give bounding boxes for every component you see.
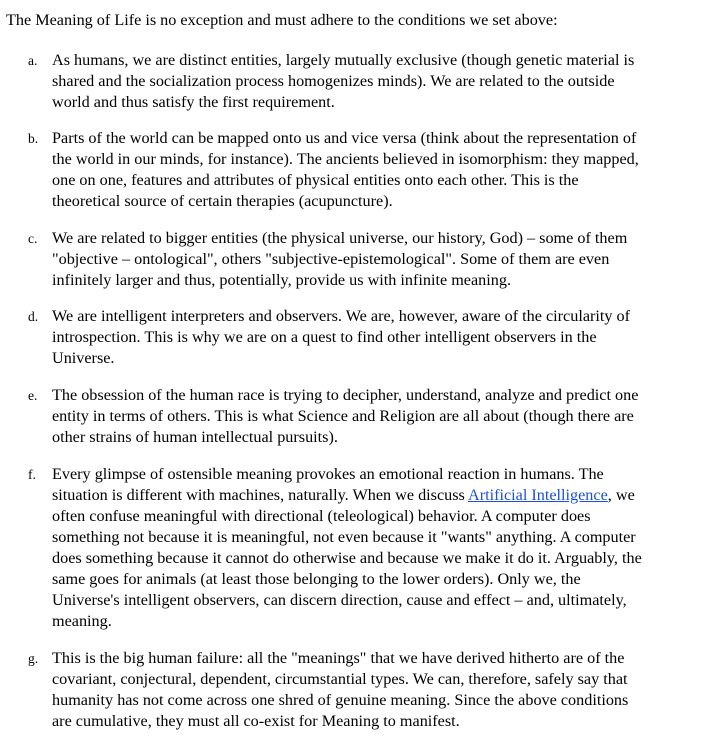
text-line: Universe's intelligent observers, can discern direction, cause and effect – and, ultimately, [52,591,627,609]
text-line: Every glimpse of ostensible meaning provokes an emotional reaction in humans. The [52,465,604,483]
text-line: Parts of the world can be mapped onto us and vice versa (think about the representation of [52,129,637,147]
text-line: does something because it cannot do otherwise and because we make it do it. Arguably, the [52,549,642,567]
text-line: The obsession of the human race is trying to decipher, understand, analyze and predict one [52,386,639,404]
text-line: something not because it is meaningful, not even because it "wants" anything. A computer [52,528,636,546]
text-line: one on one, features and attributes of physical entities onto each other. This is the [52,171,579,189]
list-marker: a. [28,53,38,68]
list-item-text [52,306,716,369]
list-marker: g. [28,651,39,666]
list-marker: d. [28,309,39,324]
list-item-text [52,228,716,291]
text-line: same goes for animals (at least those belonging to the lower orders). Only we, the [52,570,581,588]
list-marker: f. [28,467,36,482]
list-marker: b. [28,131,39,146]
text-line: This is the big human failure: all the "meanings" that we have derived hitherto are of the [52,649,625,667]
text-line: theoretical source of certain therapies (acupuncture). [52,192,393,210]
text-line: Universe. [52,349,115,367]
text-line: covariant, conjectural, dependent, circumstantial types. We can, therefore, safely say that [52,670,628,688]
text-line: introspection. This is why we are on a quest to find other intelligent observers in the [52,328,597,346]
text-line-with-link [52,485,716,506]
text-line: humanity has not come across one shred of genuine meaning. Since the above conditions [52,691,629,709]
text-line: world and thus satisfy the first requirement. [52,93,335,111]
intro-paragraph: The Meaning of Life is no exception and must adhere to the conditions we set above: [6,11,558,29]
text-fragment: , we [607,486,635,504]
list-item-text [52,50,716,113]
text-line: the world in our minds, for instance). The ancients believed in isomorphism: they mapped, [52,150,639,168]
list-item-text [52,648,716,732]
text-fragment: situation is different with machines, naturally. When we discuss [52,486,465,504]
list-item-text [52,464,716,632]
text-line: entity in terms of others. This is what Science and Religion are all about (though there are [52,407,634,425]
text-line: We are intelligent interpreters and observers. We are, however, aware of the circularity of [52,307,631,325]
list-item-text [52,385,716,448]
text-line: "objective – ontological", others "subjective-epistemological". Some of them are even [52,250,610,268]
text-line: shared and the socialization process homogenizes minds). We are related to the outside [52,72,615,90]
text-line: meaning. [52,612,112,630]
text-line: infinitely larger and thus, potentially, provide us with infinite meaning. [52,271,512,289]
text-line: are cumulative, they must all co-exist for Meaning to manifest. [52,712,460,730]
list-marker: c. [28,231,38,246]
text-line: often confuse meaningful with directional (teleological) behavior. A computer does [52,507,591,525]
list-item-text [52,128,716,212]
text-line: We are related to bigger entities (the physical universe, our history, God) – some of them [52,229,628,247]
list-marker: e. [28,388,38,403]
text-line: other strains of human intellectual pursuits). [52,428,338,446]
text-line: As humans, we are distinct entities, largely mutually exclusive (though genetic material is [52,51,635,69]
artificial-intelligence-link[interactable]: Artificial Intelligence [468,486,608,504]
